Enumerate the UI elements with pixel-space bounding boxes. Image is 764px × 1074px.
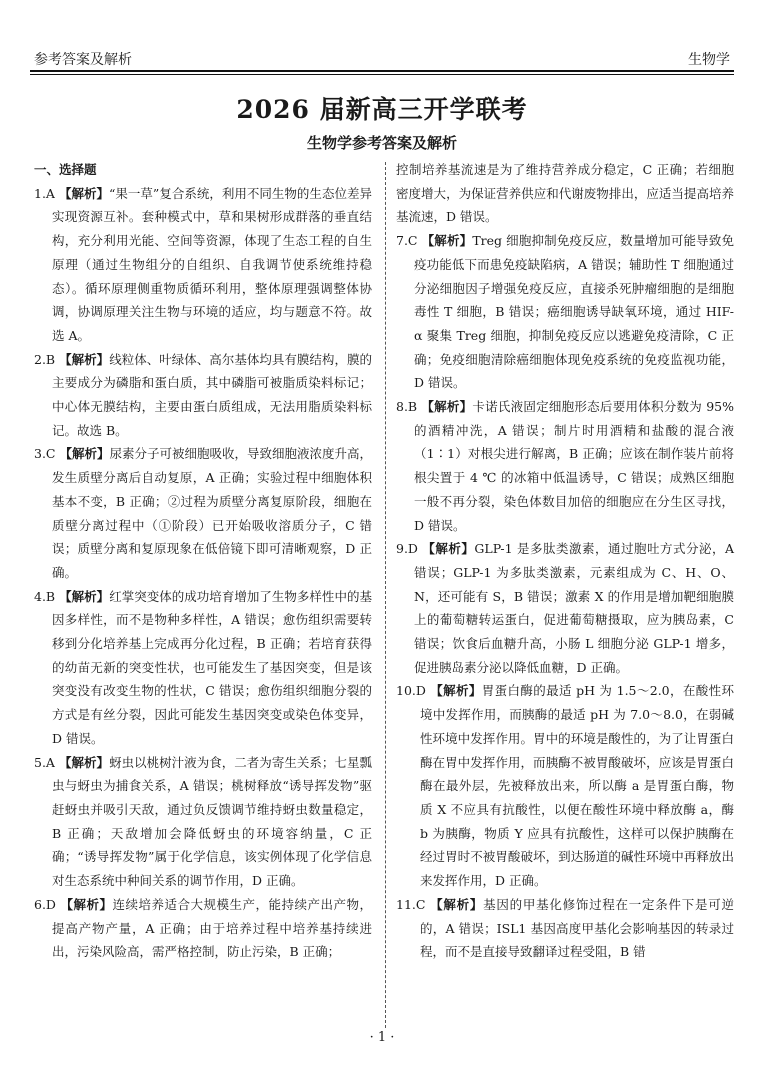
header-rule-thin: [30, 74, 734, 75]
analysis-tag: 【解析】: [422, 541, 475, 557]
answer-item: [396, 395, 734, 537]
answer-text: 基因的甲基化修饰过程在一定条件下是可逆的，A 错误；ISL1 基因高度甲基化会影响基因的转录过程，而不是直接导致翻译过程受阻，B 错: [420, 896, 734, 960]
answer-item: [34, 585, 372, 751]
answer-number: 6.D: [34, 896, 56, 912]
answer-number: 4.B: [34, 588, 56, 604]
answer-item: [396, 537, 734, 679]
answer-text: GLP-1 是多肽类激素，通过胞吐方式分泌，A 错误；GLP-1 为多肽类激素，元素组成为 C、H、O、N，还可能有 S，B 错误；激素 X 的作用是增加靶细胞膜上的葡萄糖转运蛋白，促进葡萄糖摄取，应为胰岛素，C 错误；饮食后血糖升高，小肠 L 细胞分泌 GLP-1 增多，促进胰岛素分泌以降低血糖，D 正确。: [414, 541, 734, 675]
answer-text: 卡诺氏液固定细胞形态后要用体积分数为 95% 的酒精冲洗，A 错误；制片时用酒精和盐酸的混合液（1∶1）对根尖进行解离，B 正确；应该在制作装片前将根尖置于 4 ℃ 的冰箱中低温诱导，C 错误；成熟区细胞一般不再分裂，染色体数目加倍的细胞应在分生区寻找，D 错误。: [414, 399, 734, 533]
answer-item: [34, 182, 372, 348]
answer-item: [396, 229, 734, 395]
left-column: [34, 158, 372, 964]
answer-number: 5.A: [34, 754, 55, 770]
answer-item: [396, 158, 734, 229]
column-divider: [385, 162, 386, 1028]
answer-text: 线粒体、叶绿体、高尔基体均具有膜结构，膜的主要成分为磷脂和蛋白质，其中磷脂可被脂质染料标记；中心体无膜结构，主要由蛋白质组成，无法用脂质染料标记。故选 B。: [52, 351, 372, 438]
header-right-label: 生物学: [688, 52, 730, 68]
answer-text: 胃蛋白酶的最适 pH 为 1.5～2.0，在酸性环境中发挥作用，而胰酶的最适 pH 为 7.0～8.0，在弱碱性环境中发挥作用。胃中的环境是酸性的，为了让胃蛋白酶在胃中发挥作用，而胰酶不被胃酸破坏，应该是胃蛋白酶在最外层，先被释放出来，所以酶 a 是胃蛋白酶，物质 X 不应具有抗酸性，以便在酸性环境中释放酶 a，酶 b 为胰酶，物质 Y 应具有抗酸性，这样可以保护胰酶在经过胃时不被胃酸破坏，到达肠道的碱性环境中再释放出来发挥作用，D 正确。: [420, 683, 734, 889]
answer-text: 连续培养适合大规模生产，能持续产出产物，提高产物产量，A 正确；由于培养过程中培养基持续进出，污染风险高，需严格控制，防止污染，B 正确；: [52, 896, 372, 960]
answer-number: 2.B: [34, 351, 56, 367]
page-title: 2026 届新高三开学联考: [236, 95, 528, 124]
answer-text: “果一草”复合系统，利用不同生物的生态位差异实现资源互补。套种模式中，草和果树形成群落的垂直结构，充分利用光能、空间等资源，体现了生态工程的自生原理（通过生物组分的自组织、自我调节使系统维持稳态）。循环原理侧重物质循环利用，整体原理强调整体协调，协调原理关注生物与环境的适应，均与题意不符。故选 A。: [52, 185, 372, 343]
answer-item: [34, 442, 372, 584]
answer-number: 11.C: [396, 896, 426, 912]
answer-text: 红掌突变体的成功培育增加了生物多样性中的基因多样性，而不是物种多样性，A 错误；愈伤组织需要转移到分化培养基上完成再分化过程，B 正确；若培育获得的幼苗无新的突变性状，也可能发生了基因突变，但是该突变没有改变生物的性状，C 错误；愈伤组织细胞分裂的方式是有丝分裂，因此可能发生基因突变或染色体变异，D 错误。: [52, 588, 372, 746]
analysis-tag: 【解析】: [430, 896, 484, 912]
analysis-tag: 【解析】: [59, 588, 110, 604]
answer-text: 控制培养基流速是为了维持营养成分稳定，C 正确；若细胞密度增大，为保证营养供应和代谢废物排出，应适当提高培养基流速，D 错误。: [396, 162, 734, 225]
answer-item: [396, 893, 734, 964]
analysis-tag: 【解析】: [59, 446, 110, 462]
answer-number: 7.C: [396, 233, 418, 249]
analysis-tag: 【解析】: [430, 683, 482, 699]
header-left-label: 参考答案及解析: [34, 52, 132, 68]
analysis-tag: 【解析】: [58, 754, 110, 770]
answer-item: [34, 751, 372, 893]
section-heading: 一、选择题: [34, 162, 97, 177]
page-number: · 1 ·: [369, 1030, 395, 1045]
answer-number: 1.A: [34, 185, 55, 201]
answer-text: 蚜虫以桃树汁液为食，二者为寄生关系；七星瓢虫与蚜虫为捕食关系，A 错误；桃树释放“诱导挥发物”驱赶蚜虫并吸引天敌，通过负反馈调节维持蚜虫数量稳定，B 正确；天敌增加会降低蚜虫的环境容纳量，C 正确；“诱导挥发物”属于化学信息，该实例体现了化学信息对生态系统中种间关系的调节作用，D 正确。: [52, 754, 372, 889]
answer-item: [34, 348, 372, 443]
right-column: [396, 158, 734, 964]
answer-number: 10.D: [396, 683, 426, 699]
analysis-tag: 【解析】: [421, 233, 473, 249]
header-rule-thick: [30, 70, 734, 72]
analysis-tag: 【解析】: [58, 185, 109, 201]
answer-text: Treg 细胞抑制免疫反应，数量增加可能导致免疫功能低下而患免疫缺陷病，A 错误；辅助性 T 细胞通过分泌细胞因子增强免疫反应，直接杀死肿瘤细胞的是细胞毒性 T 细胞，B 错误；癌细胞诱导缺氧环境，通过 HIF-α 聚集 Treg 细胞，抑制免疫反应以逃避免疫清除，C 正确；免疫细胞清除癌细胞体现免疫系统的免疫监视功能，D 错误。: [414, 233, 734, 391]
answer-number: 3.C: [34, 446, 56, 462]
answer-text: 尿素分子可被细胞吸收，导致细胞液浓度升高，发生质壁分离后自动复原，A 正确；实验过程中细胞体积基本不变，B 正确；②过程为质壁分离复原阶段，细胞在质壁分离过程中（①阶段）已开始吸收溶质分子，C 错误；质壁分离和复原现象在低倍镜下即可清晰观察，D 正确。: [52, 446, 373, 580]
analysis-tag: 【解析】: [59, 351, 110, 367]
answer-item: [34, 893, 372, 964]
analysis-tag: 【解析】: [60, 896, 113, 912]
analysis-tag: 【解析】: [421, 399, 473, 415]
answer-number: 9.D: [396, 541, 418, 557]
page-subtitle: 生物学参考答案及解析: [306, 134, 457, 152]
answer-item: [396, 679, 734, 892]
answer-number: 8.B: [396, 399, 418, 415]
